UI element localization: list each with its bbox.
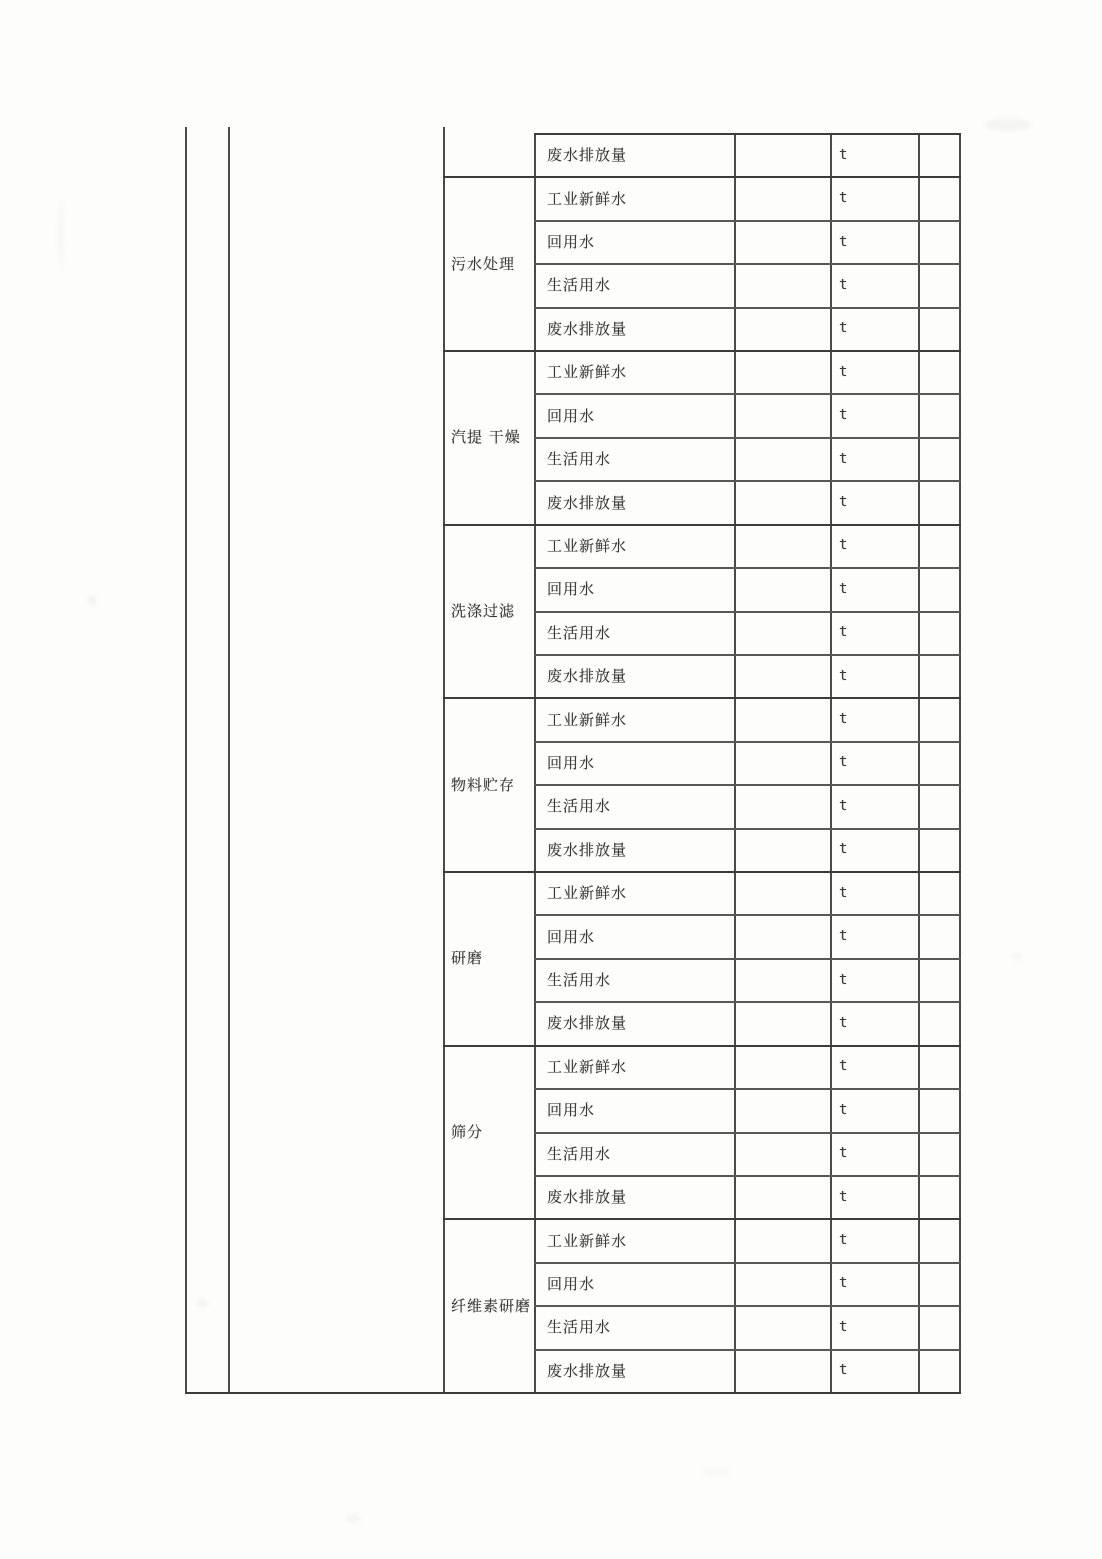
- value-cell: [736, 1175, 830, 1218]
- spare-cell: [920, 741, 961, 784]
- item-cell: 生活用水: [547, 450, 612, 469]
- item-cell: 工业新鲜水: [547, 710, 628, 729]
- item-cell: 废水排放量: [547, 1361, 628, 1380]
- item-cell: 回用水: [547, 233, 596, 252]
- item-cell: 生活用水: [547, 623, 612, 642]
- value-cell: [736, 697, 830, 740]
- item-cell: 废水排放量: [547, 493, 628, 512]
- unit-cell: t: [839, 1058, 848, 1075]
- unit-cell: t: [839, 320, 848, 337]
- value-cell: [736, 1349, 830, 1392]
- spare-cell: [920, 697, 961, 740]
- scan-noise-artifact: [1012, 952, 1022, 962]
- spare-cell: [920, 871, 961, 914]
- value-cell: [736, 176, 830, 219]
- scan-noise-artifact: [985, 118, 1031, 132]
- item-cell: 废水排放量: [547, 1014, 628, 1033]
- value-cell: [736, 828, 830, 871]
- item-cell: 回用水: [547, 1274, 596, 1293]
- scan-noise-artifact: [196, 1300, 208, 1307]
- scan-noise-artifact: [88, 596, 97, 605]
- spare-cell: [920, 220, 961, 263]
- unit-cell: t: [839, 1145, 848, 1162]
- spare-cell: [920, 1088, 961, 1131]
- value-cell: [736, 1001, 830, 1044]
- value-cell: [736, 1045, 830, 1088]
- item-cell: 回用水: [547, 1101, 596, 1120]
- item-cell: 工业新鲜水: [547, 536, 628, 555]
- scan-noise-artifact: [58, 200, 64, 270]
- value-cell: [736, 741, 830, 784]
- unit-cell: t: [839, 537, 848, 554]
- item-cell: 生活用水: [547, 1318, 612, 1337]
- unit-cell: t: [839, 1101, 848, 1118]
- process-cell: 纤维素研磨: [451, 1296, 532, 1315]
- scan-noise-artifact: [346, 1514, 360, 1523]
- unit-cell: t: [839, 1318, 848, 1335]
- spare-cell: [920, 1262, 961, 1305]
- value-cell: [736, 307, 830, 350]
- spare-cell: [920, 307, 961, 350]
- value-cell: [736, 567, 830, 610]
- unit-cell: t: [839, 971, 848, 988]
- unit-cell: t: [839, 363, 848, 380]
- unit-cell: t: [839, 1188, 848, 1205]
- value-cell: [736, 393, 830, 436]
- table-vertical-rule: [228, 127, 230, 1394]
- value-cell: [736, 350, 830, 393]
- item-cell: 回用水: [547, 580, 596, 599]
- unit-cell: t: [839, 1014, 848, 1031]
- item-cell: 生活用水: [547, 1144, 612, 1163]
- value-cell: [736, 524, 830, 567]
- unit-cell: t: [839, 928, 848, 945]
- value-cell: [736, 654, 830, 697]
- value-cell: [736, 480, 830, 523]
- item-cell: 生活用水: [547, 971, 612, 990]
- value-cell: [736, 914, 830, 957]
- value-cell: [736, 1305, 830, 1348]
- spare-cell: [920, 784, 961, 827]
- spare-cell: [920, 914, 961, 957]
- item-cell: 废水排放量: [547, 146, 628, 165]
- value-cell: [736, 437, 830, 480]
- item-cell: 工业新鲜水: [547, 884, 628, 903]
- spare-cell: [920, 480, 961, 523]
- unit-cell: t: [839, 190, 848, 207]
- item-cell: 生活用水: [547, 276, 612, 295]
- value-cell: [736, 1088, 830, 1131]
- process-cell: [445, 133, 540, 176]
- item-cell: 工业新鲜水: [547, 363, 628, 382]
- spare-cell: [920, 1045, 961, 1088]
- value-cell: [736, 263, 830, 306]
- value-cell: [736, 1218, 830, 1261]
- spare-cell: [920, 1001, 961, 1044]
- item-cell: 回用水: [547, 406, 596, 425]
- item-cell: 废水排放量: [547, 319, 628, 338]
- unit-cell: t: [839, 494, 848, 510]
- unit-cell: t: [839, 276, 848, 293]
- item-cell: 废水排放量: [547, 1188, 628, 1207]
- unit-cell: t: [839, 667, 848, 684]
- value-cell: [736, 611, 830, 654]
- process-water-usage-table: [185, 127, 964, 1395]
- unit-cell: t: [839, 1275, 848, 1292]
- spare-cell: [920, 611, 961, 654]
- unit-cell: t: [839, 624, 848, 641]
- item-cell: 工业新鲜水: [547, 1057, 628, 1076]
- spare-cell: [920, 133, 961, 176]
- item-cell: 废水排放量: [547, 667, 628, 686]
- unit-cell: t: [839, 146, 848, 163]
- spare-cell: [920, 1349, 961, 1392]
- item-cell: 回用水: [547, 753, 596, 772]
- item-cell: 回用水: [547, 927, 596, 946]
- item-cell: 废水排放量: [547, 840, 628, 859]
- unit-cell: t: [839, 580, 848, 597]
- unit-cell: t: [839, 797, 848, 814]
- process-cell: 物料贮存: [451, 775, 516, 794]
- unit-cell: t: [839, 754, 848, 771]
- process-cell: 污水处理: [451, 254, 516, 273]
- value-cell: [736, 1132, 830, 1175]
- spare-cell: [920, 1175, 961, 1218]
- process-cell: 汽提 干燥: [451, 428, 521, 447]
- value-cell: [736, 958, 830, 1001]
- value-cell: [736, 220, 830, 263]
- spare-cell: [920, 263, 961, 306]
- spare-cell: [920, 350, 961, 393]
- spare-cell: [920, 437, 961, 480]
- item-cell: 生活用水: [547, 797, 612, 816]
- unit-cell: t: [839, 1232, 848, 1249]
- unit-cell: t: [839, 233, 848, 250]
- unit-cell: t: [839, 884, 848, 901]
- spare-cell: [920, 393, 961, 436]
- item-cell: 工业新鲜水: [547, 1231, 628, 1250]
- unit-cell: t: [839, 407, 848, 424]
- table-bottom-rule: [185, 1392, 961, 1394]
- spare-cell: [920, 1132, 961, 1175]
- spare-cell: [920, 958, 961, 1001]
- unit-cell: t: [839, 450, 848, 467]
- unit-cell: t: [839, 841, 848, 858]
- unit-cell: t: [839, 1362, 848, 1379]
- unit-cell: t: [839, 711, 848, 728]
- spare-cell: [920, 654, 961, 697]
- spare-cell: [920, 828, 961, 871]
- spare-cell: [920, 567, 961, 610]
- item-cell: 工业新鲜水: [547, 189, 628, 208]
- process-cell: 研磨: [451, 949, 484, 968]
- value-cell: [736, 133, 830, 176]
- table-vertical-rule: [185, 127, 187, 1394]
- scan-noise-artifact: [700, 1468, 730, 1476]
- process-cell: 筛分: [451, 1123, 484, 1141]
- value-cell: [736, 784, 830, 827]
- value-cell: [736, 1262, 830, 1305]
- spare-cell: [920, 176, 961, 219]
- spare-cell: [920, 1305, 961, 1348]
- spare-cell: [920, 1218, 961, 1261]
- spare-cell: [920, 524, 961, 567]
- process-cell: 洗涤过滤: [451, 602, 516, 621]
- value-cell: [736, 871, 830, 914]
